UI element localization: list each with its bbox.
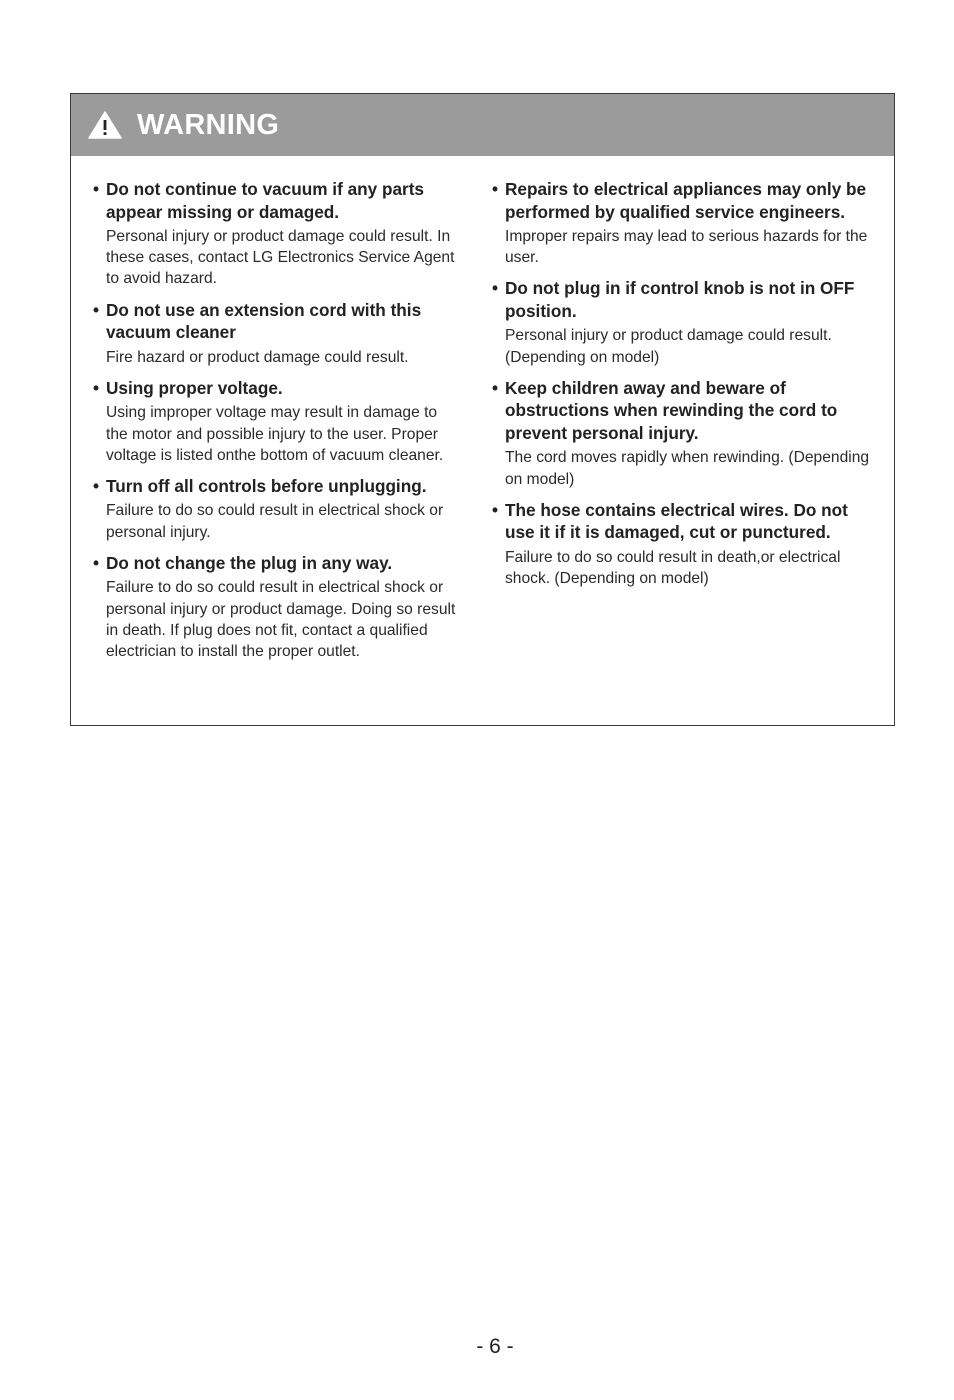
bullet: • xyxy=(93,377,100,398)
item-body: Failure to do so could result in electrical shock or personal injury. xyxy=(106,502,444,541)
list-item xyxy=(93,475,459,543)
item-heading: Do not change the plug in any way. xyxy=(106,552,393,573)
item-body: Personal injury or product damage could result. (Depending on model) xyxy=(505,327,832,366)
item-heading: Do not use an extension cord with this vacuum cleaner xyxy=(106,299,422,343)
right-column xyxy=(492,178,878,598)
bullet: • xyxy=(492,278,499,299)
item-heading: Using proper voltage. xyxy=(106,377,283,398)
bullet: • xyxy=(93,299,100,320)
item-heading: Do not plug in if control knob is not in OFF position. xyxy=(505,278,855,321)
list-item xyxy=(492,277,878,367)
page-number: - 6 - xyxy=(476,1335,514,1358)
bullet: • xyxy=(93,552,100,573)
list-item xyxy=(93,377,459,466)
bullet: • xyxy=(93,475,100,496)
warning-title: WARNING xyxy=(137,108,280,141)
left-column xyxy=(93,178,459,671)
bullet: • xyxy=(492,179,499,199)
item-heading: Do not continue to vacuum if any parts appear missing or damaged. xyxy=(106,179,424,222)
item-body: Improper repairs may lead to serious hazards for the user. xyxy=(505,228,868,267)
list-item xyxy=(93,552,459,662)
item-body: Personal injury or product damage could result. In these cases, contact LG Electronics Service Agent to avoid hazard. xyxy=(106,228,455,288)
warning-triangle-icon xyxy=(87,110,123,140)
list-item xyxy=(492,178,878,268)
warning-box xyxy=(70,93,895,726)
item-heading: Repairs to electrical appliances may only be performed by qualified service engineers. xyxy=(505,179,867,222)
item-body: Fire hazard or product damage could result. xyxy=(106,348,409,366)
list-item xyxy=(492,499,878,589)
item-heading: The hose contains electrical wires. Do not use it if it is damaged, cut or punctured. xyxy=(505,499,848,543)
warning-header xyxy=(71,94,894,156)
bullet: • xyxy=(93,179,100,199)
item-body: Failure to do so could result in death,or electrical shock. (Depending on model) xyxy=(505,548,841,587)
item-body: Failure to do so could result in electrical shock or personal injury or product damage. Doing so result in death. If plug does not fit, contact a qualified electrician to install the proper outlet. xyxy=(106,579,456,660)
item-body: The cord moves rapidly when rewinding. (Depending on model) xyxy=(505,449,870,488)
item-heading: Turn off all controls before unplugging. xyxy=(106,475,427,496)
list-item xyxy=(93,299,459,368)
bullet: • xyxy=(492,499,499,520)
list-item xyxy=(492,377,878,490)
list-item xyxy=(93,178,459,290)
item-body: Using improper voltage may result in damage to the motor and possible injury to the user. Proper voltage is listed onthe bottom of vacuum cleaner. xyxy=(106,404,444,464)
bullet: • xyxy=(492,377,499,398)
item-heading: Keep children away and beware of obstructions when rewinding the cord to prevent personal injury. xyxy=(505,377,838,443)
